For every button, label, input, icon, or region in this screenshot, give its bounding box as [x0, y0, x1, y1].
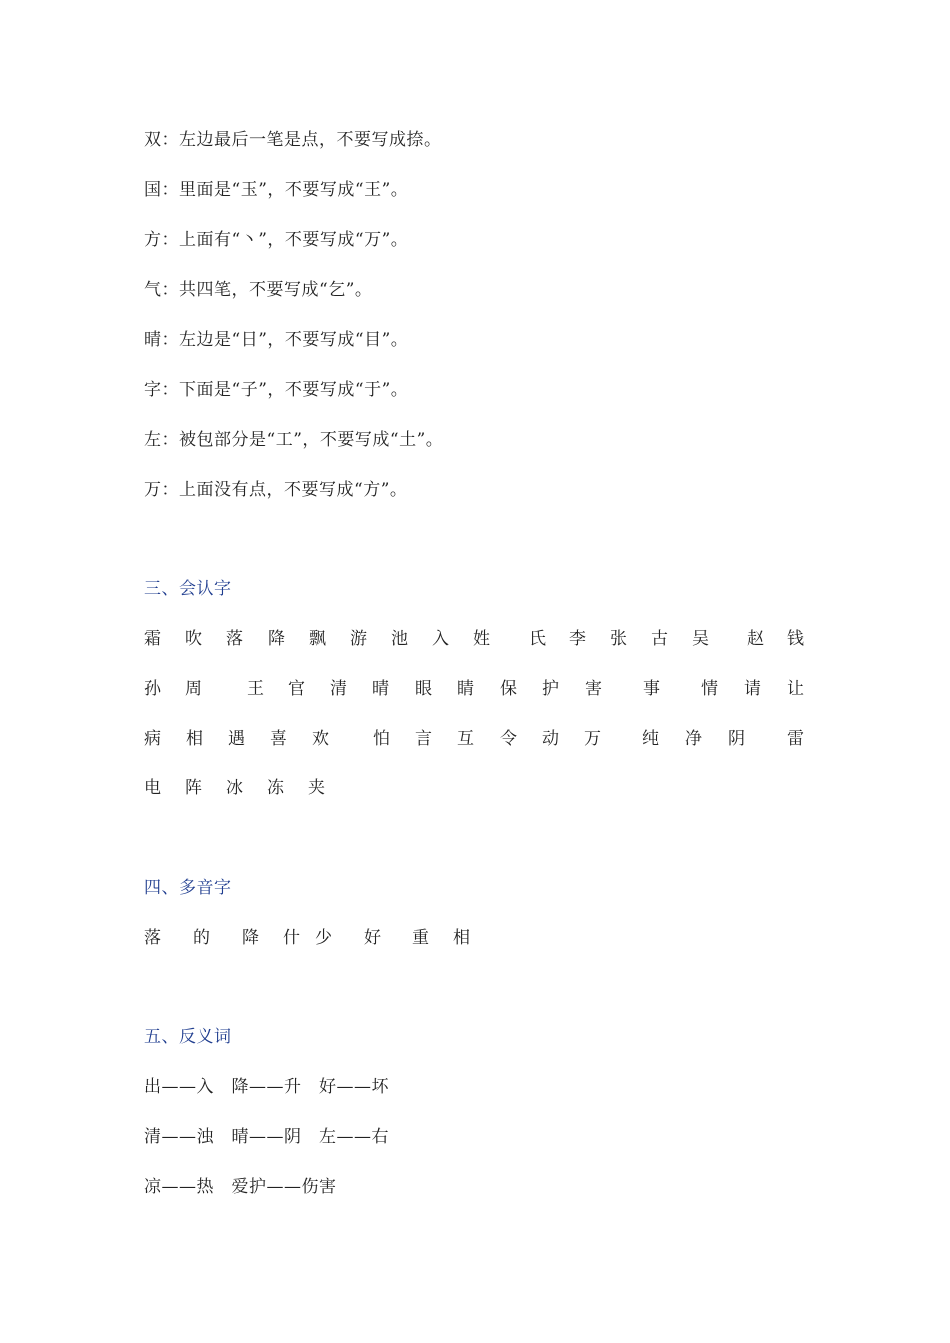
- spelling-note: 方：上面有“丶”，不要写成“万”。: [144, 230, 409, 250]
- character: 游: [350, 629, 367, 649]
- character: 情: [701, 679, 718, 699]
- character: 言: [415, 729, 432, 749]
- character: 落: [226, 629, 243, 649]
- character: 少: [315, 928, 332, 948]
- character: 相: [453, 928, 470, 948]
- character-row-3: [144, 727, 814, 751]
- spelling-note: 晴：左边是“日”，不要写成“目”。: [144, 330, 409, 350]
- polyphonic-character-row: [144, 926, 814, 950]
- character: 相: [186, 729, 203, 749]
- character: 李: [569, 629, 586, 649]
- character: 落: [144, 928, 161, 948]
- character: 吹: [185, 629, 202, 649]
- character: 眼: [415, 679, 432, 699]
- character-row-1: [144, 627, 814, 651]
- character: 事: [643, 679, 660, 699]
- section-heading-polyphonic-characters: 四、多音字: [144, 878, 232, 898]
- character: 喜: [270, 729, 287, 749]
- character-row-4: [144, 776, 814, 800]
- section-heading-antonyms: 五、反义词: [144, 1027, 232, 1047]
- character: 遇: [228, 729, 245, 749]
- character: 清: [330, 679, 347, 699]
- character: 夹: [308, 778, 325, 798]
- character: 净: [685, 729, 702, 749]
- character: 病: [144, 729, 161, 749]
- character: 冻: [267, 778, 284, 798]
- character: 什: [283, 928, 300, 948]
- antonym-line: 清——浊 晴——阴 左——右: [144, 1127, 389, 1147]
- character: 保: [500, 679, 517, 699]
- spelling-note: 国：里面是“玉”，不要写成“王”。: [144, 180, 409, 200]
- character: 降: [242, 928, 259, 948]
- character: 纯: [642, 729, 659, 749]
- character: 令: [500, 729, 517, 749]
- spelling-note: 双：左边最后一笔是点，不要写成捺。: [144, 130, 442, 150]
- character: 动: [542, 729, 559, 749]
- spelling-note: 字：下面是“子”，不要写成“于”。: [144, 380, 409, 400]
- character: 周: [185, 679, 202, 699]
- character: 赵: [747, 629, 764, 649]
- character: 池: [391, 629, 408, 649]
- character: 晴: [372, 679, 389, 699]
- character: 互: [457, 729, 474, 749]
- spelling-note: 气：共四笔，不要写成“乞”。: [144, 280, 373, 300]
- character: 入: [432, 629, 449, 649]
- character: 阴: [728, 729, 745, 749]
- section-heading-recognize-characters: 三、会认字: [144, 579, 232, 599]
- character: 冰: [226, 778, 243, 798]
- character: 霜: [144, 629, 161, 649]
- character: 害: [585, 679, 602, 699]
- character: 的: [193, 928, 210, 948]
- character: 重: [412, 928, 429, 948]
- spelling-note: 万：上面没有点，不要写成“方”。: [144, 480, 408, 500]
- antonym-line: 凉——热 爱护——伤害: [144, 1177, 337, 1197]
- spelling-note: 左：被包部分是“工”，不要写成“土”。: [144, 430, 444, 450]
- character: 雷: [787, 729, 804, 749]
- character: 电: [144, 778, 161, 798]
- character: 飘: [309, 629, 326, 649]
- character: 王: [247, 679, 264, 699]
- character: 孙: [144, 679, 161, 699]
- character: 怕: [373, 729, 390, 749]
- character: 姓: [473, 629, 490, 649]
- character: 吴: [692, 629, 709, 649]
- antonym-line: 出——入 降——升 好——坏: [144, 1077, 389, 1097]
- character: 欢: [312, 729, 329, 749]
- character: 官: [288, 679, 305, 699]
- character: 好: [364, 928, 381, 948]
- character: 请: [744, 679, 761, 699]
- character: 万: [584, 729, 601, 749]
- character: 睛: [457, 679, 474, 699]
- character: 钱: [787, 629, 804, 649]
- character: 氏: [529, 629, 546, 649]
- character: 古: [651, 629, 668, 649]
- character: 张: [610, 629, 627, 649]
- character: 护: [542, 679, 559, 699]
- character: 降: [268, 629, 285, 649]
- character: 让: [787, 679, 804, 699]
- character-row-2: [144, 677, 814, 701]
- character: 阵: [185, 778, 202, 798]
